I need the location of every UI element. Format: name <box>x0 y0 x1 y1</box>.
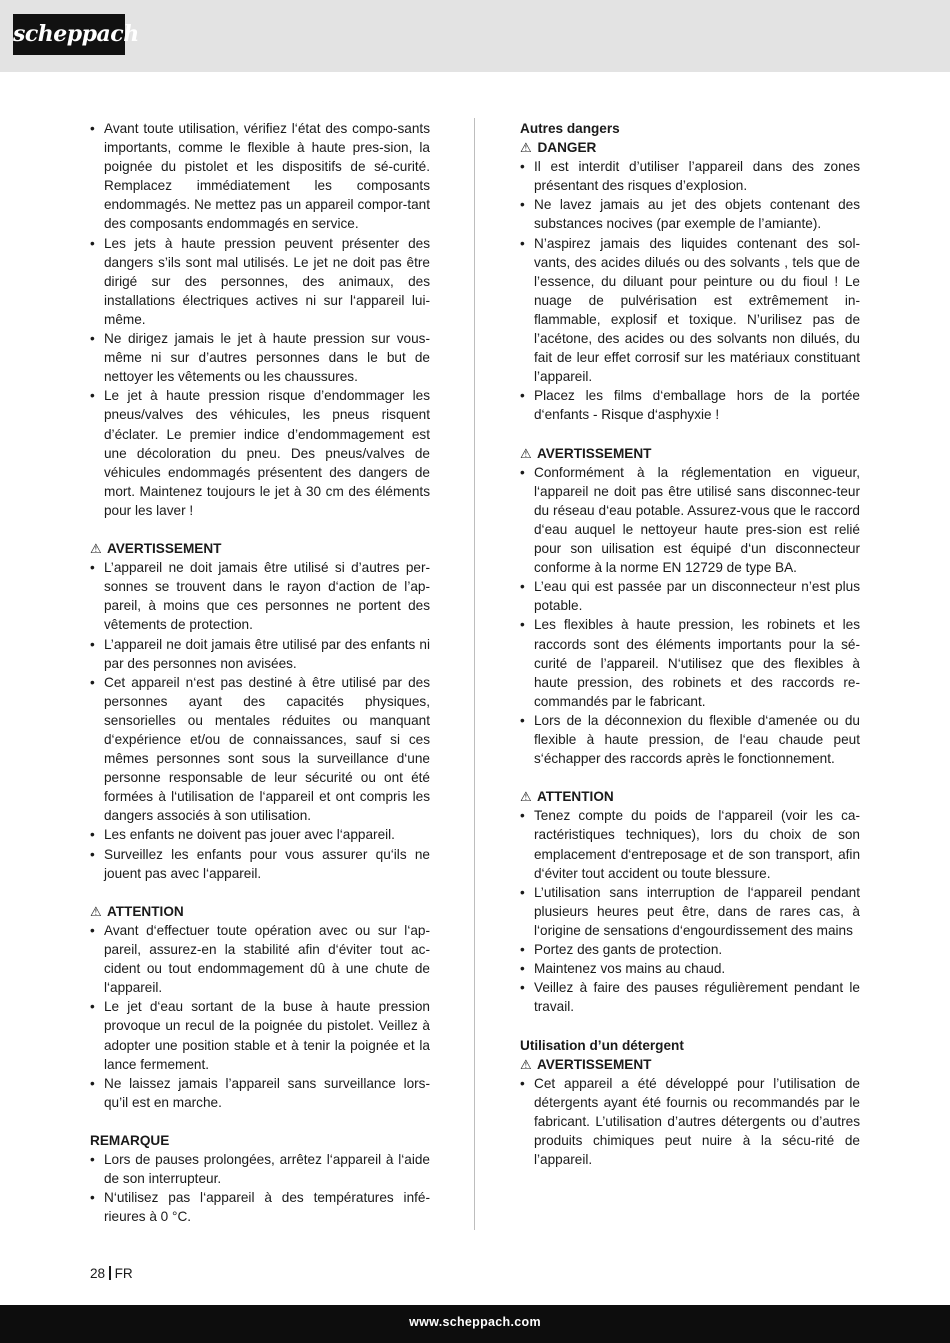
section-gap <box>520 768 860 787</box>
list-item: • Les enfants ne doivent pas jouer avec l‘appareil. <box>90 825 430 844</box>
list-item: • Il est interdit d’utiliser l’appareil dans des zones présentant des risques d’explosion. <box>520 157 860 195</box>
bullet-list <box>520 463 860 769</box>
list-item: • Le jet d‘eau sortant de la buse à haute pression provoque un recul de la poignée du pistolet. Veillez à adopter une position stable et à tenir la poignée et la lance fermement. <box>90 997 430 1073</box>
bullet-list <box>520 157 860 424</box>
warning-triangle-icon: ⚠ <box>90 903 102 919</box>
bullet-list <box>90 1150 430 1226</box>
list-item: • L’appareil ne doit jamais être utilisé si d’autres per-sonnes se trouvent dans le rayon d‘action de l’ap-pareil, à moins que ces personnes ne portent des vêtements de protection. <box>90 558 430 634</box>
list-item: • Conformément à la réglementation en vigueur, l‘appareil ne doit pas être utilisé sans disconnec-teur du réseau d‘eau potable. Assurez-vous que le raccord d‘eau auquel le nettoyeur haute pres-sion est relié pour son uilisation est équipé d‘un disconnecteur conforme à la norme EN 12729 de type BA. <box>520 463 860 578</box>
section-heading-label: AVERTISSEMENT <box>536 1056 652 1072</box>
warning-triangle-icon: ⚠ <box>520 140 532 156</box>
section-gap <box>90 520 430 539</box>
footer-bar <box>0 1305 950 1343</box>
list-item: • Les jets à haute pression peuvent présenter des dangers s’ils sont mal utilisés. Le jet ne doit pas être dirigé sur des personnes, des animaux, des installations électriques actives ni sur l‘appareil lui-même. <box>90 234 430 329</box>
list-item: • N‘utilisez pas l‘appareil à des températures infé-rieures à 0 °C. <box>90 1188 430 1226</box>
brand-logo: scheppach <box>13 14 125 55</box>
section-heading-label: AVERTISSEMENT <box>106 541 222 557</box>
section-heading <box>90 902 430 921</box>
bullet-list <box>520 1074 860 1169</box>
list-item: • Les flexibles à haute pression, les robinets et les raccords sont des éléments importants pour la sé-curité de l’appareil. N‘utilisez que des flexibles à haute pression, des robinets et des raccords re-commandés par le fabricant. <box>520 615 860 710</box>
section-gap <box>520 1016 860 1035</box>
list-item: • L’eau qui est passée par un disconnecteur n’est plus potable. <box>520 577 860 615</box>
section-heading <box>520 444 860 463</box>
left-column <box>90 119 430 1226</box>
list-item: • Avant d‘effectuer toute opération avec ou sur l‘ap-pareil, assurez-en la stabilité afin d‘éviter tout ac-cident ou tout endommagement dû à une chute de l‘appareil. <box>90 921 430 997</box>
warning-triangle-icon: ⚠ <box>520 1056 532 1072</box>
section-gap <box>520 425 860 444</box>
list-item: • Placez les films d‘emballage hors de la portée d‘enfants - Risque d‘asphyxie ! <box>520 386 860 424</box>
list-item: • Portez des gants de protection. <box>520 940 860 959</box>
warning-triangle-icon: ⚠ <box>520 789 532 805</box>
header-bar <box>0 0 950 72</box>
page-footer <box>90 1264 133 1283</box>
section-heading <box>520 1055 860 1074</box>
list-item: • Le jet à haute pression risque d’endommager les pneus/valves des véhicules, les pneus risquent d’éclater. Le premier indice d’endommagement est une décoloration du pneu. Des pneus/valves de véhicules endommagés présentent des dangers de mort. Maintenez toujours le jet à 30 cm des éléments pour les laver ! <box>90 386 430 520</box>
website-link[interactable]: www.scheppach.com <box>409 1315 541 1329</box>
list-item: • Ne laissez jamais l’appareil sans surveillance lors-qu’il est en marche. <box>90 1074 430 1112</box>
list-item: • L’appareil ne doit jamais être utilisé par des enfants ni par des personnes non avisées. <box>90 635 430 673</box>
section-heading <box>520 138 860 157</box>
bullet-list <box>90 119 430 520</box>
section-heading <box>90 539 430 558</box>
section-heading-label: AVERTISSEMENT <box>536 445 652 461</box>
section-title: Utilisation d’un détergent <box>520 1037 684 1053</box>
warning-triangle-icon: ⚠ <box>520 445 532 461</box>
list-item: • Avant toute utilisation, vérifiez l‘état des compo-sants importants, comme le flexible à haute pres-sion, la poignée du pistolet et les dispositifs de sé-curité. Remplacez immédiatement les composants endommagés. Ne mettez pas un appareil compor-tant des composants endommagés en service. <box>90 119 430 234</box>
section-heading-label: ATTENTION <box>536 789 614 805</box>
bullet-list <box>520 806 860 1016</box>
list-item: • Surveillez les enfants pour vous assurer qu‘ils ne jouent pas avec l‘appareil. <box>90 845 430 883</box>
page-number: 28 <box>90 1266 106 1281</box>
bullet-list <box>90 558 430 883</box>
footer-separator <box>109 1266 111 1280</box>
section-heading <box>90 1131 430 1150</box>
section-title: Autres dangers <box>520 121 620 136</box>
list-item: • Maintenez vos mains au chaud. <box>520 959 860 978</box>
right-column <box>520 119 860 1169</box>
section-gap <box>90 1112 430 1131</box>
section-heading-label: ATTENTION <box>106 903 184 919</box>
warning-triangle-icon: ⚠ <box>90 541 102 557</box>
section-gap <box>90 883 430 902</box>
list-item: • Cet appareil n‘est pas destiné à être utilisé par des personnes ayant des capacités physiques, sensorielles ou mentales réduites ou manquant d‘expérience et/ou de connaissances, sauf si ces mêmes personnes sont sous la surveillance d‘une personne responsable de leur sécurité ou ont été formées à l‘utilisation de l‘appareil et ont compris les dangers associés à son utilisation. <box>90 673 430 826</box>
list-item: • Veillez à faire des pauses régulièrement pendant le travail. <box>520 978 860 1016</box>
column-divider <box>474 118 475 1230</box>
list-item: • Ne dirigez jamais le jet à haute pression sur vous-même ni sur d’autres personnes dans le but de nettoyer les vêtements ou les chaussures. <box>90 329 430 386</box>
section-heading-label: DANGER <box>537 140 597 156</box>
list-item: • Tenez compte du poids de l‘appareil (voir les ca-ractéristiques techniques), lors du choix de son emplacement d‘entreposage et de son transport, afin d‘éviter tout accident ou toute blessure. <box>520 806 860 882</box>
list-item: • L’utilisation sans interruption de l‘appareil pendant plusieurs heures peut être, dans de rares cas, à l‘origine de sensations d‘engourdissement des mains <box>520 883 860 940</box>
section-heading <box>520 787 860 806</box>
list-item: • N’aspirez jamais des liquides contenant des sol-vants, des acides dilués ou des solvants , tels que de l’essence, du diluant pour peinture ou du fioul ! Le nuage de pulvérisation est extrêmement in-flammable, explosif et toxique. N’urilisez pas de l’acétone, des acides ou des solvants non dilués, du fait de leur effet corrosif sur les matériaux constituant l’appareil. <box>520 234 860 387</box>
bullet-list <box>90 921 430 1112</box>
list-item: • Ne lavez jamais au jet des objets contenant des substances nocives (par exemple de l’amiante). <box>520 195 860 233</box>
page-language: FR <box>114 1266 133 1281</box>
list-item: • Lors de pauses prolongées, arrêtez l‘appareil à l‘aide de son interrupteur. <box>90 1150 430 1188</box>
list-item: • Cet appareil a été développé pour l’utilisation de détergents ayant été fournis ou recommandés par le fabricant. L’utilisation d’autres détergents ou d’autres produits chimiques peut nuire à la sécu-rité de l’appareil. <box>520 1074 860 1169</box>
section-heading-label: REMARQUE <box>90 1132 170 1148</box>
list-item: • Lors de la déconnexion du flexible d‘amenée ou du flexible à haute pression, de l‘eau chaude peut s‘échapper des raccords après le fonctionnement. <box>520 711 860 768</box>
